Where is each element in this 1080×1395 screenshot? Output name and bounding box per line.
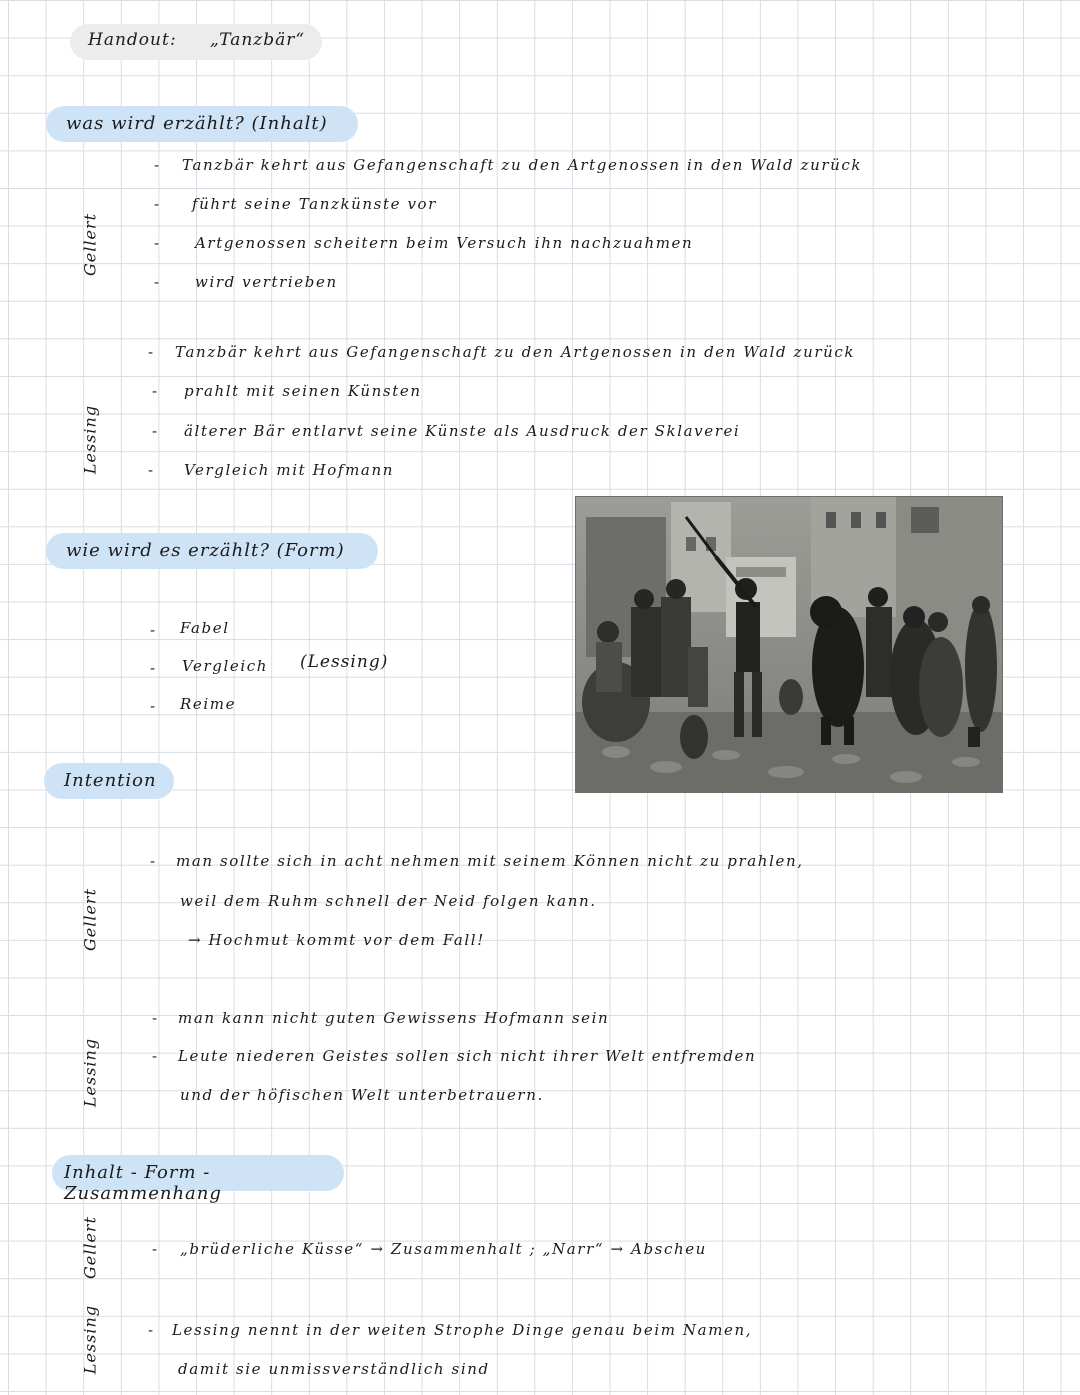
side-label-gellert-inhalt: Gellert <box>80 212 100 277</box>
bullet-dash: - <box>154 234 160 252</box>
bullet-dash: - <box>152 1047 158 1065</box>
bullet-dash: - <box>150 852 156 870</box>
inhalt-lessing-item: Vergleich mit Hofmann <box>184 461 394 479</box>
bullet-dash: - <box>150 621 156 639</box>
zusammenhang-gellert-line: „brüderliche Küsse“ → Zusammenhalt ; „Narr“ → Abscheu <box>180 1240 707 1258</box>
inhalt-gellert-item: führt seine Tanzkünste vor <box>192 195 437 213</box>
bullet-dash: - <box>152 422 158 440</box>
intention-lessing-line: man kann nicht guten Gewissens Hofmann sein <box>178 1009 610 1027</box>
side-label-gellert-intention: Gellert <box>80 887 100 952</box>
bullet-dash: - <box>148 461 154 479</box>
heading-intention-text: Intention <box>64 770 157 791</box>
side-label-lessing-zusammenhang: Lessing <box>80 1304 100 1375</box>
intention-gellert-line: man sollte sich in acht nehmen mit seinem Können nicht zu prahlen, <box>176 852 804 870</box>
zusammenhang-lessing-line: Lessing nennt in der weiten Strophe Dinge genau beim Namen, <box>172 1321 753 1339</box>
bullet-dash: - <box>150 659 156 677</box>
heading-inhalt-text: was wird erzählt? (Inhalt) <box>66 113 328 134</box>
inhalt-gellert-item: wird vertrieben <box>195 273 338 291</box>
bullet-dash: - <box>154 156 160 174</box>
form-item: Fabel <box>180 619 230 637</box>
bullet-dash: - <box>152 1009 158 1027</box>
side-label-lessing-intention: Lessing <box>80 1037 100 1108</box>
heading-inhalt <box>46 106 358 142</box>
inhalt-lessing-item: Tanzbär kehrt aus Gefangenschaft zu den Artgenossen in den Wald zurück <box>175 343 856 361</box>
side-label-gellert-zusammenhang: Gellert <box>80 1215 100 1280</box>
heading-zusammenhang-text: Inhalt - Form - Zusammenhang <box>64 1162 222 1204</box>
bullet-dash: - <box>150 697 156 715</box>
title-topic: „Tanzbär“ <box>210 30 306 50</box>
side-label-lessing-inhalt: Lessing <box>80 404 100 475</box>
heading-intention <box>44 763 174 799</box>
intention-gellert-line: weil dem Ruhm schnell der Neid folgen kann. <box>180 892 597 910</box>
title-pill <box>70 24 322 60</box>
inhalt-lessing-item: prahlt mit seinen Künsten <box>184 382 422 400</box>
bullet-dash: - <box>148 343 154 361</box>
bullet-dash: - <box>154 273 160 291</box>
intention-lessing-line: und der höfischen Welt unterbetrauern. <box>180 1086 544 1104</box>
engraving-illustration <box>576 497 1002 792</box>
bullet-dash: - <box>152 1240 158 1258</box>
form-item: Vergleich <box>182 657 269 675</box>
inhalt-gellert-item: Tanzbär kehrt aus Gefangenschaft zu den Artgenossen in den Wald zurück <box>182 156 863 174</box>
zusammenhang-lessing-line: damit sie unmissverständlich sind <box>178 1360 490 1378</box>
bullet-dash: - <box>152 382 158 400</box>
form-item: Reime <box>180 695 237 713</box>
heading-form-text: wie wird es erzählt? (Form) <box>66 540 345 561</box>
bullet-dash: - <box>154 195 160 213</box>
inhalt-lessing-item: älterer Bär entlarvt seine Künste als Ausdruck der Sklaverei <box>184 422 741 440</box>
intention-lessing-line: Leute niederen Geistes sollen sich nicht ihrer Welt entfremden <box>178 1047 757 1065</box>
title-colon: : <box>170 30 177 50</box>
heading-form <box>46 533 378 569</box>
inhalt-gellert-item: Artgenossen scheitern beim Versuch ihn nachzuahmen <box>195 234 694 252</box>
intention-gellert-line: → Hochmut kommt vor dem Fall! <box>188 931 485 949</box>
title-label: Handout <box>88 30 170 50</box>
bullet-dash: - <box>148 1321 154 1339</box>
dancing-bear-engraving <box>575 496 1003 793</box>
form-note: (Lessing) <box>300 652 389 672</box>
heading-zusammenhang <box>52 1155 344 1204</box>
